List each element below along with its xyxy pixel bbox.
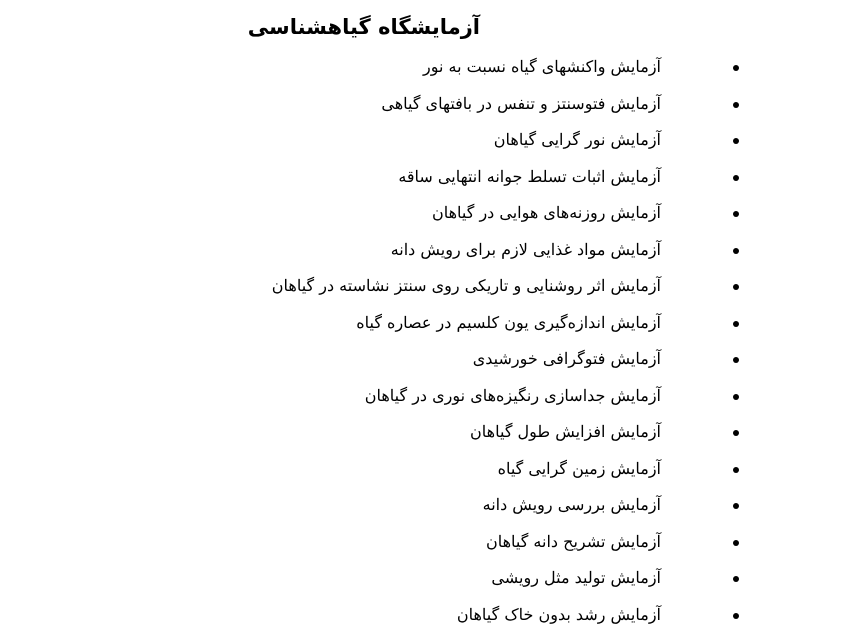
list-item [0,308,846,345]
bullet-icon [733,503,739,509]
list-item-text: آزمایش روزنه‌های هوایی در گیاهان [431,203,661,222]
list-item [0,490,846,527]
list-item-text: آزمایش فتوسنتز و تنفس در بافتهای گیاهی [381,93,661,113]
bullet-icon [733,175,739,181]
experiment-list [0,52,846,636]
list-item [0,235,846,272]
list-item [0,563,846,600]
list-item-text: آزمایش مواد غذایی لازم برای رویش دانه [390,239,661,259]
list-item-text: آزمایش نور گرایی گیاهان [493,130,661,149]
bullet-icon [733,357,739,363]
list-item [0,454,846,491]
bullet-icon [733,102,739,108]
bullet-icon [733,394,739,400]
bullet-icon [733,613,739,619]
list-item [0,162,846,199]
bullet-icon [733,540,739,546]
list-item-text: آزمایش واکنشهای گیاه نسبت به نور [422,57,661,76]
bullet-icon [733,65,739,71]
list-item-text: آزمایش اثبات تسلط جوانه انتهایی ساقه [398,166,661,186]
list-item-text: آزمایش تشریح دانه گیاهان [485,531,661,551]
page-title: آزمایشگاه گیاهشناسی [247,15,480,39]
list-item-text: آزمایش جداسازی رنگیزه‌های نوری در گیاهان [364,385,661,405]
list-item-text: آزمایش اندازه‌گیری یون کلسیم در عصاره گیاه [356,312,661,332]
list-item-text: آزمایش زمین گرایی گیاه [497,458,661,478]
list-item-text: آزمایش تولید مثل رویشی [491,568,661,587]
list-item [0,381,846,418]
list-item [0,89,846,126]
list-item [0,527,846,564]
list-item [0,344,846,381]
bullet-icon [733,430,739,436]
list-item [0,600,846,636]
list-item-text: آزمایش اثر روشنایی و تاریکی روی سنتز نشاسته در گیاهان [271,276,661,295]
bullet-icon [733,284,739,290]
list-item-text: آزمایش رشد بدون خاک گیاهان [456,604,661,624]
list-item-text: آزمایش افزایش طول گیاهان [470,422,661,441]
bullet-icon [733,211,739,217]
list-item [0,417,846,454]
list-item [0,198,846,235]
bullet-icon [733,467,739,473]
list-item [0,125,846,162]
list-item-text: آزمایش بررسی رویش دانه [482,495,661,514]
list-item [0,52,846,89]
bullet-icon [733,138,739,144]
bullet-icon [733,248,739,254]
list-item [0,271,846,308]
list-item-text: آزمایش فتوگرافی خورشیدی [472,349,661,368]
bullet-icon [733,576,739,582]
bullet-icon [733,321,739,327]
